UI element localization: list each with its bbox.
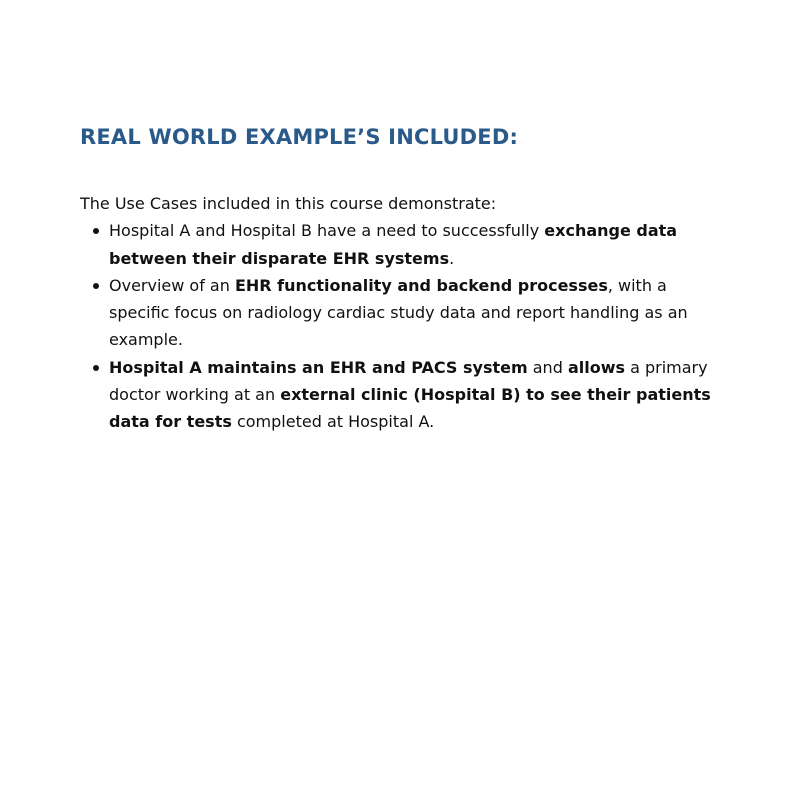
bullet-text-bold: exchange data between their disparate EHR systems	[109, 221, 678, 268]
bullet-text-bold: Hospital A maintains an EHR and PACS system	[109, 357, 528, 377]
bullet-text-bold: external clinic (Hospital B) to see their patients data for tests	[109, 385, 711, 432]
bullet-text-part: completed at Hospital A.	[231, 412, 435, 432]
bullet-text-part: Overview of an	[109, 275, 235, 295]
bullet-text-part: Hospital A and Hospital B have a need to successfully	[109, 221, 545, 241]
bullet-icon	[93, 228, 99, 234]
section-heading: REAL WORLD EXAMPLE’S INCLUDED:	[80, 125, 519, 149]
bullet-text-part: and	[527, 357, 568, 377]
bullet-icon	[93, 283, 99, 289]
bullet-text-part: , with a specific focus on radiology cardiac study data and report handling as an example.	[109, 275, 688, 350]
use-case-list	[80, 217, 720, 435]
bullet-text-part: a primary doctor working at an	[109, 357, 708, 405]
bullet-text-bold: allows	[567, 357, 625, 377]
use-case-item-3	[80, 354, 720, 436]
content-block	[80, 120, 720, 436]
bullet-icon	[93, 365, 99, 371]
intro-text: The Use Cases included in this course demonstrate:	[80, 194, 497, 213]
use-case-item-1	[80, 217, 720, 272]
bullet-text-part: .	[449, 248, 455, 268]
bullet-text-bold: EHR functionality and backend processes	[234, 275, 608, 295]
use-case-item-2	[80, 272, 720, 354]
